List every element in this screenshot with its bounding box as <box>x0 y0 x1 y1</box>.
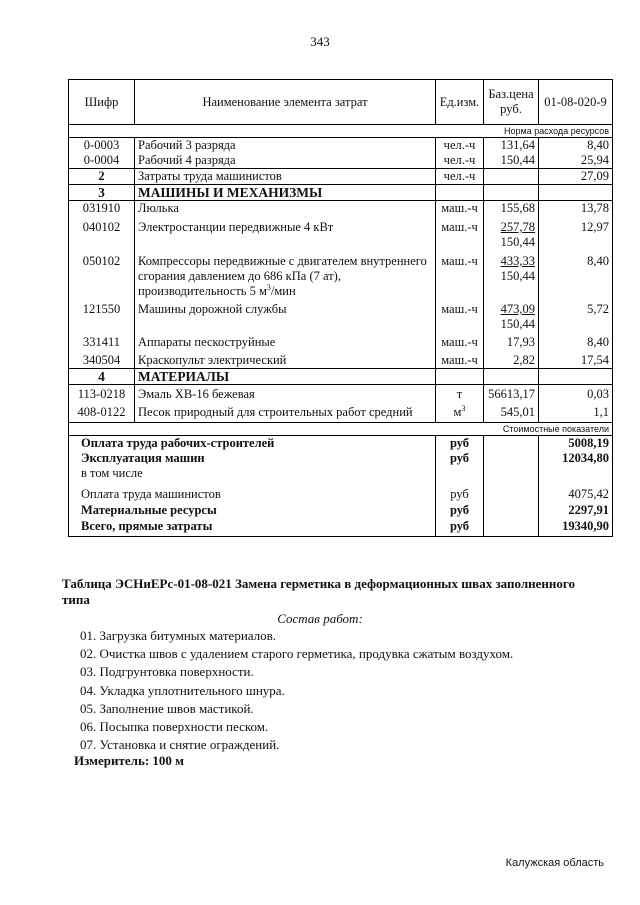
row-price <box>484 250 539 299</box>
resource-norms-table <box>68 79 613 537</box>
summary-value: 19340,90 <box>539 518 613 537</box>
row-name-superscript: 3 <box>266 282 271 292</box>
summary-unit: руб <box>436 518 484 537</box>
row-name: Краскопульт электрический <box>135 350 436 369</box>
row-price: 150,44 <box>484 153 539 169</box>
row-unit: чел.-ч <box>436 138 484 154</box>
cost-caption-row <box>69 423 613 436</box>
summary-row <box>69 451 613 466</box>
list-item: 07. Установка и снятие ограждений. <box>80 737 280 753</box>
row-name: МАТЕРИАЛЫ <box>135 369 436 385</box>
row-name: МАШИНЫ И МЕХАНИЗМЫ <box>135 185 436 201</box>
row-code: 408-0122 <box>69 402 135 423</box>
list-item: 03. Подгрунтовка поверхности. <box>80 664 254 680</box>
summary-label: Всего, прямые затраты <box>69 518 436 537</box>
row-norm: 0,03 <box>539 385 613 403</box>
header-code: Шифр <box>69 80 135 125</box>
table-header-row <box>69 80 613 125</box>
summary-label: Оплата труда рабочих-строителей <box>69 436 436 452</box>
footer-region: Калужская область <box>505 857 604 869</box>
row-unit: маш.-ч <box>436 250 484 299</box>
row-norm: 12,97 <box>539 216 613 250</box>
header-price <box>484 80 539 125</box>
row-price <box>484 169 539 185</box>
table-row <box>69 350 613 369</box>
table-row <box>69 169 613 185</box>
norms-caption: Норма расхода ресурсов <box>69 125 613 138</box>
row-price: 17,93 <box>484 332 539 350</box>
meter-value: 100 м <box>152 753 185 768</box>
row-name: Рабочий 3 разряда <box>135 138 436 154</box>
table-row <box>69 201 613 217</box>
summary-unit: руб <box>436 436 484 452</box>
row-code: 340504 <box>69 350 135 369</box>
row-price: 56613,17 <box>484 385 539 403</box>
row-code: 2 <box>69 169 135 185</box>
table-row <box>69 153 613 169</box>
summary-label: в том числе <box>69 466 436 484</box>
meter <box>74 753 184 769</box>
table-row <box>69 250 613 299</box>
list-item: 02. Очистка швов с удалением старого герметика, продувка сжатым воздухом. <box>80 646 514 662</box>
section-row-materials <box>69 369 613 385</box>
row-price <box>484 299 539 332</box>
row-name: Люлька <box>135 201 436 217</box>
summary-value: 2297,91 <box>539 502 613 518</box>
row-price-secondary: 150,44 <box>500 269 535 283</box>
summary-unit: руб <box>436 484 484 502</box>
row-name-line3: производительность 5 м <box>138 284 267 298</box>
row-norm: 5,72 <box>539 299 613 332</box>
row-name: Аппараты пескоструйные <box>135 332 436 350</box>
row-norm: 27,09 <box>539 169 613 185</box>
row-code: 331411 <box>69 332 135 350</box>
summary-label: Материальные ресурсы <box>69 502 436 518</box>
summary-value: 12034,80 <box>539 451 613 466</box>
row-code: 0-0004 <box>69 153 135 169</box>
table-row <box>69 138 613 154</box>
row-price-main: 257,78 <box>500 220 535 234</box>
summary-unit: руб <box>436 451 484 466</box>
works-list <box>80 627 513 754</box>
row-code: 050102 <box>69 250 135 299</box>
list-item: 06. Посыпка поверхности песком. <box>80 718 269 734</box>
summary-unit <box>436 466 484 484</box>
row-name-line1: Компрессоры передвижные с двигателем внутреннего <box>138 254 427 268</box>
summary-row <box>69 484 613 502</box>
row-unit <box>436 402 484 423</box>
page-number: 343 <box>310 34 330 49</box>
row-price-main: 433,33 <box>500 254 535 268</box>
row-name: Электростанции передвижные 4 кВт <box>135 216 436 250</box>
header-price-line1: Баз.цена <box>488 87 534 101</box>
row-name: Затраты труда машинистов <box>135 169 436 185</box>
summary-value <box>539 466 613 484</box>
row-unit: т <box>436 385 484 403</box>
row-code: 3 <box>69 185 135 201</box>
row-code: 040102 <box>69 216 135 250</box>
row-norm: 13,78 <box>539 201 613 217</box>
header-name: Наименование элемента затрат <box>135 80 436 125</box>
list-item: 05. Заполнение швов мастикой. <box>80 700 254 716</box>
summary-row <box>69 466 613 484</box>
row-name: Рабочий 4 разряда <box>135 153 436 169</box>
row-code: 4 <box>69 369 135 385</box>
row-unit: маш.-ч <box>436 216 484 250</box>
composition-heading: Состав работ: <box>277 611 363 626</box>
table-row <box>69 402 613 423</box>
header-price-line2: руб. <box>500 102 522 116</box>
row-price: 2,82 <box>484 350 539 369</box>
summary-row <box>69 436 613 452</box>
row-price-main: 473,09 <box>500 302 535 316</box>
row-norm: 1,1 <box>539 402 613 423</box>
row-name: Эмаль ХВ-16 бежевая <box>135 385 436 403</box>
summary-unit: руб <box>436 502 484 518</box>
row-name <box>135 250 436 299</box>
row-name-tail: /мин <box>270 284 296 298</box>
header-unit: Ед.изм. <box>436 80 484 125</box>
row-name: Машины дорожной службы <box>135 299 436 332</box>
summary-label: Оплата труда машинистов <box>69 484 436 502</box>
row-unit-base: м <box>453 405 462 419</box>
table-row <box>69 332 613 350</box>
row-unit: маш.-ч <box>436 201 484 217</box>
row-code: 121550 <box>69 299 135 332</box>
row-price-secondary: 150,44 <box>500 317 535 331</box>
header-norm-code: 01-08-020-9 <box>539 80 613 125</box>
row-unit: чел.-ч <box>436 153 484 169</box>
row-unit: чел.-ч <box>436 169 484 185</box>
row-price: 131,64 <box>484 138 539 154</box>
row-price: 155,68 <box>484 201 539 217</box>
row-price: 545,01 <box>484 402 539 423</box>
row-unit-superscript: 3 <box>461 403 466 413</box>
row-norm: 8,40 <box>539 250 613 299</box>
row-norm: 17,54 <box>539 350 613 369</box>
summary-label: Эксплуатация машин <box>69 451 436 466</box>
table-row <box>69 385 613 403</box>
norms-caption-row <box>69 125 613 138</box>
summary-row <box>69 502 613 518</box>
row-code: 0-0003 <box>69 138 135 154</box>
row-code: 113-0218 <box>69 385 135 403</box>
summary-value: 5008,19 <box>539 436 613 452</box>
row-norm: 8,40 <box>539 332 613 350</box>
meter-label: Измеритель: <box>74 753 150 768</box>
row-norm: 8,40 <box>539 138 613 154</box>
table-title: Таблица ЭСНиЕРс-01-08-021 Замена герметика в деформационных швах заполненного типа <box>62 576 575 607</box>
section-row-machines <box>69 185 613 201</box>
row-code: 031910 <box>69 201 135 217</box>
row-name: Песок природный для строительных работ средний <box>135 402 436 423</box>
list-item: 04. Укладка уплотнительного шнура. <box>80 682 285 698</box>
row-price-secondary: 150,44 <box>500 235 535 249</box>
cost-caption: Стоимостные показатели <box>69 423 613 436</box>
row-norm: 25,94 <box>539 153 613 169</box>
list-item: 01. Загрузка битумных материалов. <box>80 628 277 643</box>
summary-row <box>69 518 613 537</box>
table-row <box>69 299 613 332</box>
row-unit: маш.-ч <box>436 299 484 332</box>
table-row <box>69 216 613 250</box>
row-unit: маш.-ч <box>436 350 484 369</box>
row-price <box>484 216 539 250</box>
summary-value: 4075,42 <box>539 484 613 502</box>
row-unit: маш.-ч <box>436 332 484 350</box>
row-name-line2: сгорания давлением до 686 кПа (7 ат), <box>138 269 341 283</box>
